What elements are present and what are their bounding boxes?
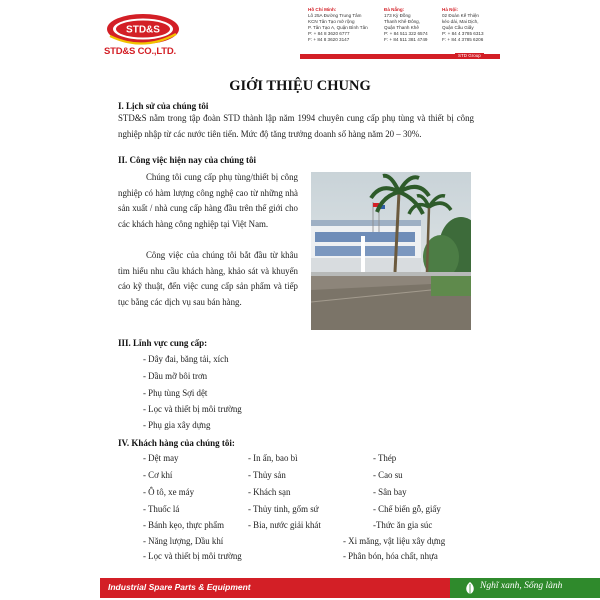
customer-item: - Sân bay: [373, 487, 407, 497]
office-line: P: + 84 511 322 6574: [384, 31, 428, 37]
customer-item: - Cao su: [373, 470, 403, 480]
group-label: STD Group: [455, 53, 484, 59]
customer-item: - Ô tô, xe máy: [143, 487, 195, 497]
customer-item: - Phân bón, hóa chất, nhựa: [343, 551, 438, 561]
customer-item: - In ấn, bao bì: [248, 453, 298, 463]
history-heading: I. Lịch sử của chúng tôi: [118, 101, 209, 111]
office-line: Quận Thanh Khê: [384, 25, 419, 31]
office-line: Thanh Khê Đông,: [384, 19, 421, 25]
customer-item: - Năng lượng, Dầu khí: [143, 536, 224, 546]
customer-item: - Thép: [373, 453, 397, 463]
customer-item: - Chế biến gỗ, giấy: [373, 504, 441, 514]
customer-item: - Bia, nước giải khát: [248, 520, 321, 530]
customer-item: - Lọc và thiết bị môi trường: [143, 551, 242, 561]
office-hcm: [308, 7, 374, 44]
office-line: 02 Đoàn Kế Thiện: [442, 13, 479, 19]
supply-item: - Lọc và thiết bị môi trường: [143, 404, 242, 414]
customer-item: - Xi măng, vật liệu xây dựng: [343, 536, 446, 546]
office-line: KCN Tân Tạo mở rộng: [308, 19, 355, 25]
office-addresses: [308, 7, 498, 53]
office-line: Quận Cầu Giấy: [442, 25, 474, 31]
footer-slogan: Nghĩ xanh, Sống lành: [480, 581, 563, 591]
footer-bar: [100, 578, 563, 598]
office-city: Hồ Chí Minh:: [308, 7, 337, 12]
leaf-icon: [464, 581, 476, 595]
current-paragraph-2: Công việc của chúng tôi bắt đầu từ khâu tìm hiểu nhu cầu khách hàng, khảo sát và khuyến cáo kỹ thuật, đến việc cung cấp sản phẩm và tiếp tục bằng các dịch vụ sau bán hàng.: [118, 250, 298, 307]
office-line: F: + 84 8 3620 3147: [308, 37, 350, 43]
current-paragraph-1: Chúng tôi cung cấp phụ tùng/thiết bị công nghiệp có hàm lượng công nghệ cao từ những nhà sản xuất / nhà cung cấp hàng đầu trên thế giới cho các khách hàng công nghiệp tại Việt Nam.: [118, 172, 298, 229]
customer-item: - Thủy sản: [248, 470, 286, 480]
supply-item: - Phụ tùng Sợi dệt: [143, 388, 208, 398]
supply-item: - Dầu mỡ bôi trơn: [143, 371, 208, 381]
office-line: P: + 84 8 3620 6777: [308, 31, 350, 37]
company-building-photo: [311, 172, 471, 330]
office-city: Hà Nội:: [442, 7, 459, 12]
customer-item: - Thuốc lá: [143, 504, 180, 514]
current-heading: II. Công việc hiện nay của chúng tôi: [118, 155, 257, 165]
page-title: GIỚI THIỆU CHUNG: [229, 78, 371, 94]
office-line: F: + 84 511 381 4749: [384, 37, 428, 43]
supply-item: - Dây đai, băng tải, xích: [143, 354, 229, 364]
office-hanoi: [442, 7, 502, 44]
customer-item: - Khách sạn: [248, 487, 291, 497]
footer-tagline: Industrial Spare Parts & Equipment: [108, 582, 251, 592]
customer-item: -Thức ăn gia súc: [373, 520, 433, 530]
company-logo: [104, 12, 182, 46]
office-line: F: + 84 4 3785 6206: [442, 37, 484, 43]
office-line: kéo dài, Mai Dịch,: [442, 19, 479, 25]
customer-item: - Thủy tinh, gốm sứ: [248, 504, 319, 514]
supply-item: - Phụ gia xây dựng: [143, 420, 211, 430]
office-line: 173 Kỳ Đồng: [384, 13, 411, 19]
office-line: P. Tân Tạo A, Quận Bình Tân: [308, 25, 368, 31]
office-line: P: + 84 4 3785 6313: [442, 31, 484, 37]
logo-badge-text: STD&S: [126, 24, 160, 36]
customer-item: - Cơ khí: [143, 470, 173, 480]
customer-item: - Bánh kẹo, thực phẩm: [143, 520, 224, 530]
customer-item: - Dệt may: [143, 453, 179, 463]
company-name: STD&S CO.,LTD.: [104, 46, 176, 57]
history-text: STD&S nằm trong tập đoàn STD thành lập năm 1994 chuyên cung cấp phụ tùng và thiết bị công nghiệp nhập từ các nước tiên tiến. Mức độ tăng trưởng doanh số hàng năm 20 – 30%.: [118, 113, 474, 139]
customers-heading: IV. Khách hàng của chúng tôi:: [118, 438, 235, 448]
supply-heading: III. Lĩnh vực cung cấp:: [118, 338, 208, 348]
office-city: Đà Nẵng:: [384, 7, 405, 12]
office-line: Lô 25A Đường Trung Tâm: [308, 13, 362, 19]
office-danang: [384, 7, 444, 44]
